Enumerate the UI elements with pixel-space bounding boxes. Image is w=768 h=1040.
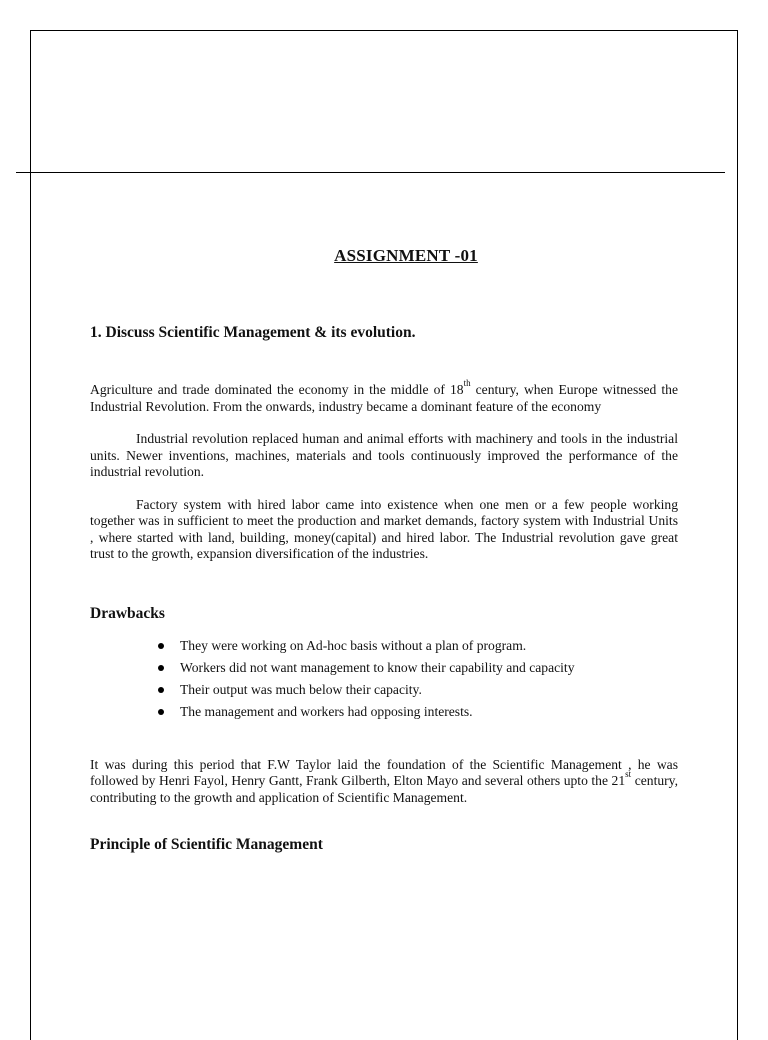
list-item-text: They were working on Ad-hoc basis without a plan of program. [180,637,527,653]
drawbacks-list [90,635,678,723]
list-item [90,679,678,701]
list-item-text: Their output was much below their capacity. [180,681,422,697]
paragraph-industrial-revolution: Industrial revolution replaced human and animal efforts with machinery and tools in the industrial units. Newer inventions, machines, materials and tools continuously improved the performance of the industrial revolution. [90,431,678,479]
closing-text-end: century, contributing to the growth and application of Scientific Management. [90,773,678,805]
list-item-text: The management and workers had opposing interests. [180,703,473,719]
intro-text-end: century, when Europe witnessed the Industrial Revolution. From the onwards, industry became a dominant feature of the economy [90,382,679,414]
paragraph-factory-system: Factory system with hired labor came into existence when one men or a few people working together was in sufficient to meet the production and market demands, factory system with Industrial Units , where started with land, building, money(capital) and hired labor. The Industrial revolution gave great trust to the growth, expansion diversification of the industries. [90,496,678,561]
assignment-title: ASSIGNMENT -01 [334,246,478,265]
principle-heading: Principle of Scientific Management [90,836,323,853]
intro-superscript: th [463,378,471,389]
closing-superscript: st [625,769,632,780]
intro-paragraph [90,378,679,415]
closing-text-start: It was during this period that F.W Taylor laid the foundation of the Scientific Management , he was followed by Henri Fayol, Henry Gantt, Frank Gilberth, Elton Mayo and several others upto the 21 [90,756,678,788]
bullet-icon [158,643,164,649]
bullet-icon [158,687,164,693]
list-item [90,657,678,679]
drawbacks-heading: Drawbacks [90,604,165,622]
document-body [90,240,678,854]
header-rule [16,172,725,173]
list-item-text: Workers did not want management to know their capability and capacity [180,659,575,675]
question-heading: 1. Discuss Scientific Management & its evolution. [90,324,416,341]
list-item [90,635,678,657]
closing-paragraph [90,757,678,807]
bullet-icon [158,709,164,715]
list-item [90,701,678,723]
bullet-icon [158,665,164,671]
intro-text-start: Agriculture and trade dominated the economy in the middle of 18 [90,382,464,397]
